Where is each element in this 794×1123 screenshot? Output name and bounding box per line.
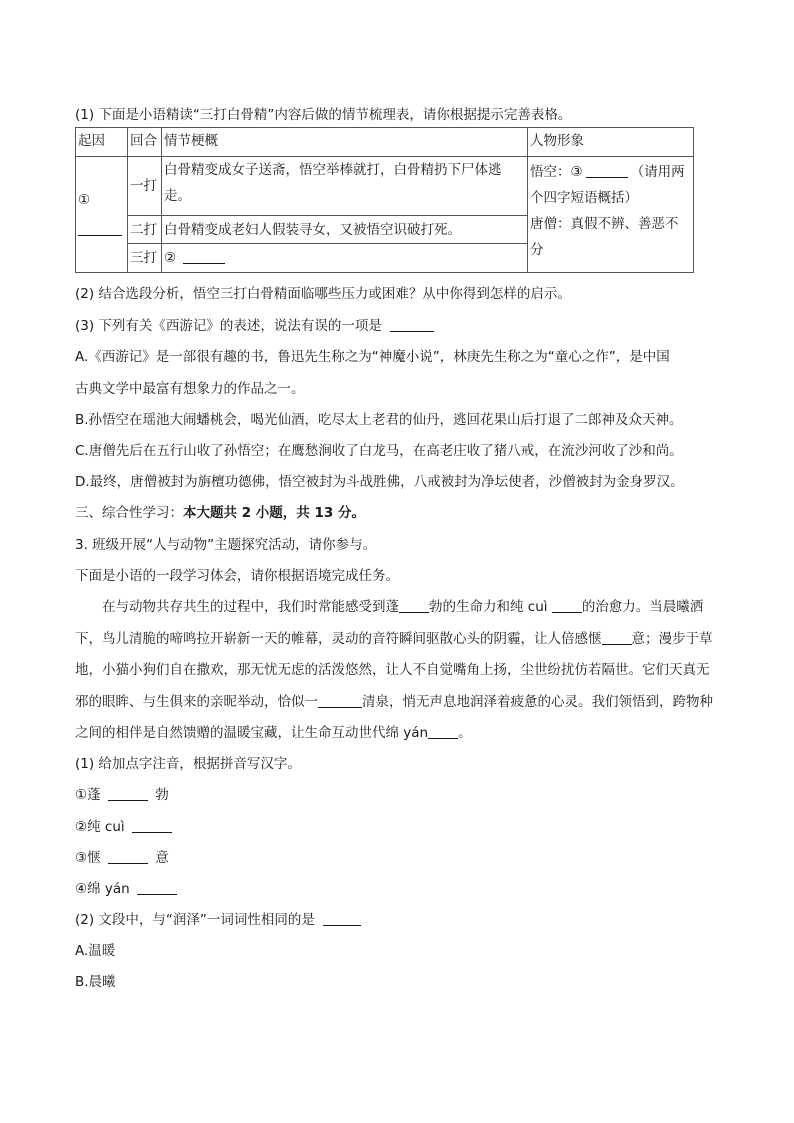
tangseng-line-cont: 分 [530,242,544,258]
item-1-post: 勃 [155,787,169,803]
round-3-name: 三打 [128,244,162,273]
item-2 [75,817,172,837]
section-3-heading [75,503,365,523]
round-1-summary-line2: 走。 [164,188,191,204]
character-image-cell [528,157,694,273]
passage-part5: 清泉，悄无声息地润泽着疲惫的心灵。我们领悟到，跨物种之间的相伴是自然馈赠的温暖宝藏，让生命互动世代绵 yán [75,693,713,741]
option-d: D.最终，唐僧被封为旃檀功德佛，悟空被封为斗战胜佛，八戒被封为净坛使者，沙僧被封为金身罗汉。 [75,474,684,490]
round-1-summary [162,157,528,216]
item-3-pre: ③惬 [75,850,101,866]
option-b: B.孙悟空在瑶池大闹蟠桃会，喝光仙酒，吃尽太上老君的仙丹，逃回花果山后打退了二郎神及众天神。 [75,412,683,428]
item-2-blank[interactable] [132,818,172,833]
section-3-count: 2 [241,505,252,521]
round-2-summary: 白骨精变成老妇人假装寻女，又被悟空识破打死。 [162,216,528,244]
wukong-hint-cont: 个四字短语概括） [530,190,638,206]
passage-part3: 的治愈力。当晨曦洒下，鸟儿清脆的啼鸣拉开崭新一天的帷幕，灵动的音符瞬间驱散心头的阴霾，让人倍感惬 [75,599,704,647]
section-3-label: 三、综合性学习： [75,505,183,521]
section-3-score: 13 [314,505,334,521]
round-3-blank[interactable] [183,249,225,264]
passage-part2: 勃的生命力和纯 cuì [429,599,552,615]
option-a-line2: 古典文学中最富有想象力的作品之一。 [75,381,305,397]
round-1-summary-line1: 白骨精变成女子送斋，悟空举棒就打，白骨精扔下尸体逃 [164,162,502,178]
passage-part4: 意；漫步于草地，小猫小狗们自在撒欢，那无忧无虑的活泼悠然，让人不自觉嘴角上扬，尘世纷扰仿若隔世。它们天真无邪的眼眸、与生俱来的亲昵举动，恰似一 [75,630,713,710]
round-3-marker: ② [164,250,177,266]
header-summary: 情节梗概 [162,128,528,157]
task-2 [75,910,361,930]
passage-blank-5[interactable] [428,724,458,739]
task-1: (1) 给加点字注音，根据拼音写汉字。 [75,756,301,772]
question-3-main: 3. 班级开展“人与动物”主题探究活动，请你参与。 [75,537,377,553]
tangseng-line: 唐僧：真假不辨、善恶不 [530,216,679,232]
item-1-pre: ①蓬 [75,787,101,803]
question-3-blank[interactable] [390,317,434,332]
wukong-label: 悟空：③ [530,164,583,180]
header-round: 回合 [128,128,162,157]
passage [75,592,720,750]
item-3-post: 意 [155,850,169,866]
item-4 [75,879,177,899]
item-4-text: ④绵 yán [75,881,130,897]
option-c: C.唐僧先后在五行山收了孙悟空；在鹰愁涧收了白龙马，在高老庄收了猪八戒，在流沙河收了沙和尚。 [75,443,683,459]
item-2-text: ②纯 cuì [75,819,125,835]
section-3-text1: 本大题共 [183,505,242,521]
section-3-text3: 分。 [333,505,366,521]
passage-part6: 。 [458,725,472,741]
round-1-name: 一打 [128,157,162,216]
cause-cell [76,157,128,273]
passage-blank-4[interactable] [318,693,362,708]
task-2-option-a: A.温暖 [75,943,116,959]
question-3-sub: 下面是小语的一段学习体会，请你根据语境完成任务。 [75,568,399,584]
passage-blank-2[interactable] [552,598,582,613]
item-4-blank[interactable] [137,880,177,895]
header-character-image: 人物形象 [528,128,694,157]
passage-blank-3[interactable] [602,630,632,645]
task-2-blank[interactable] [323,911,361,926]
item-1 [75,785,169,805]
cause-blank[interactable] [78,221,122,236]
option-a-line1: A.《西游记》是一部很有趣的书，鲁迅先生称之为“神魔小说”，林庚先生称之为“童心之作”，是中国 [75,349,670,365]
section-3-text2: 小题，共 [251,505,315,521]
plot-summary-table [75,127,694,273]
question-3-text: (3) 下列有关《西游记》的表述，说法有误的一项是 [75,318,382,334]
question-1-intro: (1) 下面是小语精读“三打白骨精”内容后做的情节梳理表，请你根据提示完善表格。 [75,107,572,123]
task-2-option-b: B.晨曦 [75,974,116,990]
question-2: (2) 结合选段分析，悟空三打白骨精面临哪些压力或困难？从中你得到怎样的启示。 [75,286,571,302]
passage-part1: 在与动物共存共生的过程中，我们时常能感受到蓬 [102,599,399,615]
round-3-summary [162,244,528,273]
header-cause: 起因 [76,128,128,157]
wukong-blank[interactable] [586,163,628,178]
wukong-hint: （请用两 [630,164,685,180]
task-2-text: (2) 文段中，与“润泽”一词词性相同的是 [75,912,315,928]
round-2-name: 二打 [128,216,162,244]
item-3 [75,848,169,868]
cause-marker: ① [78,191,91,208]
item-3-blank[interactable] [108,849,148,864]
item-1-blank[interactable] [108,786,148,801]
question-3-stem [75,316,434,336]
passage-blank-1[interactable] [399,598,429,613]
